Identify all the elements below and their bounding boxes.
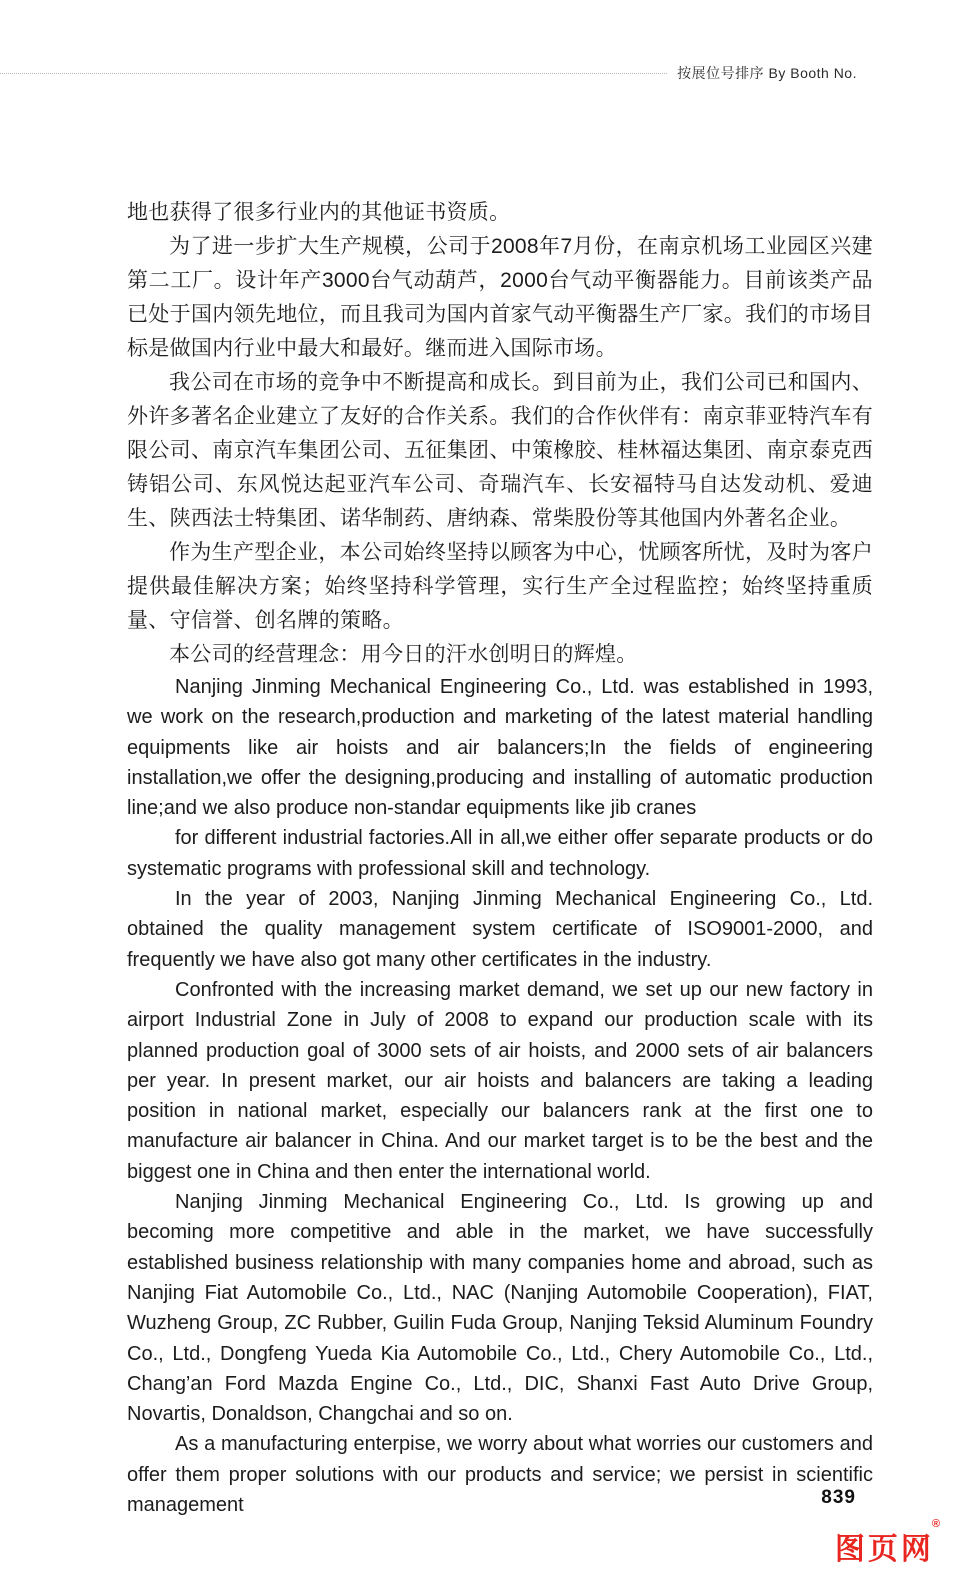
registered-trademark-icon: ® bbox=[931, 1518, 940, 1530]
paragraph-en-intro: Nanjing Jinming Mechanical Engineering Co., Ltd. was established in 1993, we work on the research,production and marketing of the latest material handling equipments like air hoists and air balancers;In the fields of engineering installation,we offer the designing,producing and installing of automatic production line;and we also produce non-standar equipments like jib cranes bbox=[127, 676, 873, 820]
paragraph-zh-continuation: 地也获得了很多行业内的其他证书资质。 bbox=[127, 201, 511, 224]
paragraph-zh-partners: 我公司在市场的竞争中不断提高和成长。到目前为止，我们公司已和国内、外许多著名企业建立了友好的合作关系。我们的合作伙伴有：南京菲亚特汽车有限公司、南京汽车集团公司、五征集团、中策橡胶、桂林福达集团、南京泰克西铸铝公司、东风悦达起亚汽车公司、奇瑞汽车、长安福特马自达发动机、爱迪生、陕西法士特集团、诺华制药、唐纳森、常柴股份等其他国内外著名企业。 bbox=[127, 371, 873, 530]
dotted-divider bbox=[0, 73, 667, 74]
paragraph-en-certificates: In the year of 2003, Nanjing Jinming Mechanical Engineering Co., Ltd. obtained the quality management system certificate of ISO9001-2000, and frequently we have also got many other certificates in the industry. bbox=[127, 888, 873, 971]
paragraph-zh-strategy: 作为生产型企业，本公司始终坚持以顾客为中心，忧顾客所忧，及时为客户提供最佳解决方案；始终坚持科学管理，实行生产全过程监控；始终坚持重质量、守信誉、创名牌的策略。 bbox=[127, 541, 873, 632]
body-text bbox=[127, 196, 873, 1520]
watermark bbox=[834, 1518, 942, 1568]
paragraph-en-service: As a manufacturing enterpise, we worry about what worries our customers and offer them proper solutions with our products and service; we persist in scientific management bbox=[127, 1433, 873, 1517]
paragraph-en-new-factory: Confronted with the increasing market demand, we set up our new factory in airport Industrial Zone in July of 2008 to expand our production scale with its planned production goal of 3000 sets of air hoists, and 2000 sets of air balancers per year. In present market, our air hoists and balancers are taking a leading position in national market, especially our balancers rank at the first one to manufacture air balancer in China. And our market target is to be the best and the biggest one in China and then enter the international world. bbox=[127, 978, 873, 1183]
watermark-text: 图页网 bbox=[834, 1533, 934, 1566]
paragraph-zh-motto: 本公司的经营理念：用今日的汗水创明日的辉煌。 bbox=[169, 643, 638, 666]
paragraph-en-partners: Nanjing Jinming Mechanical Engineering Co., Ltd. Is growing up and becoming more competitive and able in the market, we have successfully established business relationship with many companies home and abroad, such as Nanjing Fiat Automobile Co., Ltd., NAC (Nanjing Automobile Cooperation), FIAT, Wuzheng Group, ZC Rubber, Guilin Fuda Group, Nanjing Teksid Aluminum Foundry Co., Ltd., Dongfeng Yueda Kia Automobile Co., Ltd., Chery Automobile Co., Ltd., Chang’an Ford Mazda Engine Co., Ltd., DIC, Shanxi Fast Auto Drive Group, Novartis, Donaldson, Changchai and so on. bbox=[127, 1191, 873, 1426]
paragraph-en-factories: for different industrial factories.All in all,we either offer separate products or do systematic programs with professional skill and technology. bbox=[127, 827, 873, 880]
booth-sort-label: 按展位号排序 By Booth No. bbox=[677, 65, 857, 81]
page-number: 839 bbox=[821, 1487, 856, 1508]
paragraph-zh-expansion: 为了进一步扩大生产规模，公司于2008年7月份，在南京机场工业园区兴建第二工厂。设计年产3000台气动葫芦，2000台气动平衡器能力。目前该类产品已处于国内领先地位，而且我司为国内首家气动平衡器生产厂家。我们的市场目标是做国内行业中最大和最好。继而进入国际市场。 bbox=[127, 235, 873, 360]
page-header bbox=[0, 63, 980, 83]
